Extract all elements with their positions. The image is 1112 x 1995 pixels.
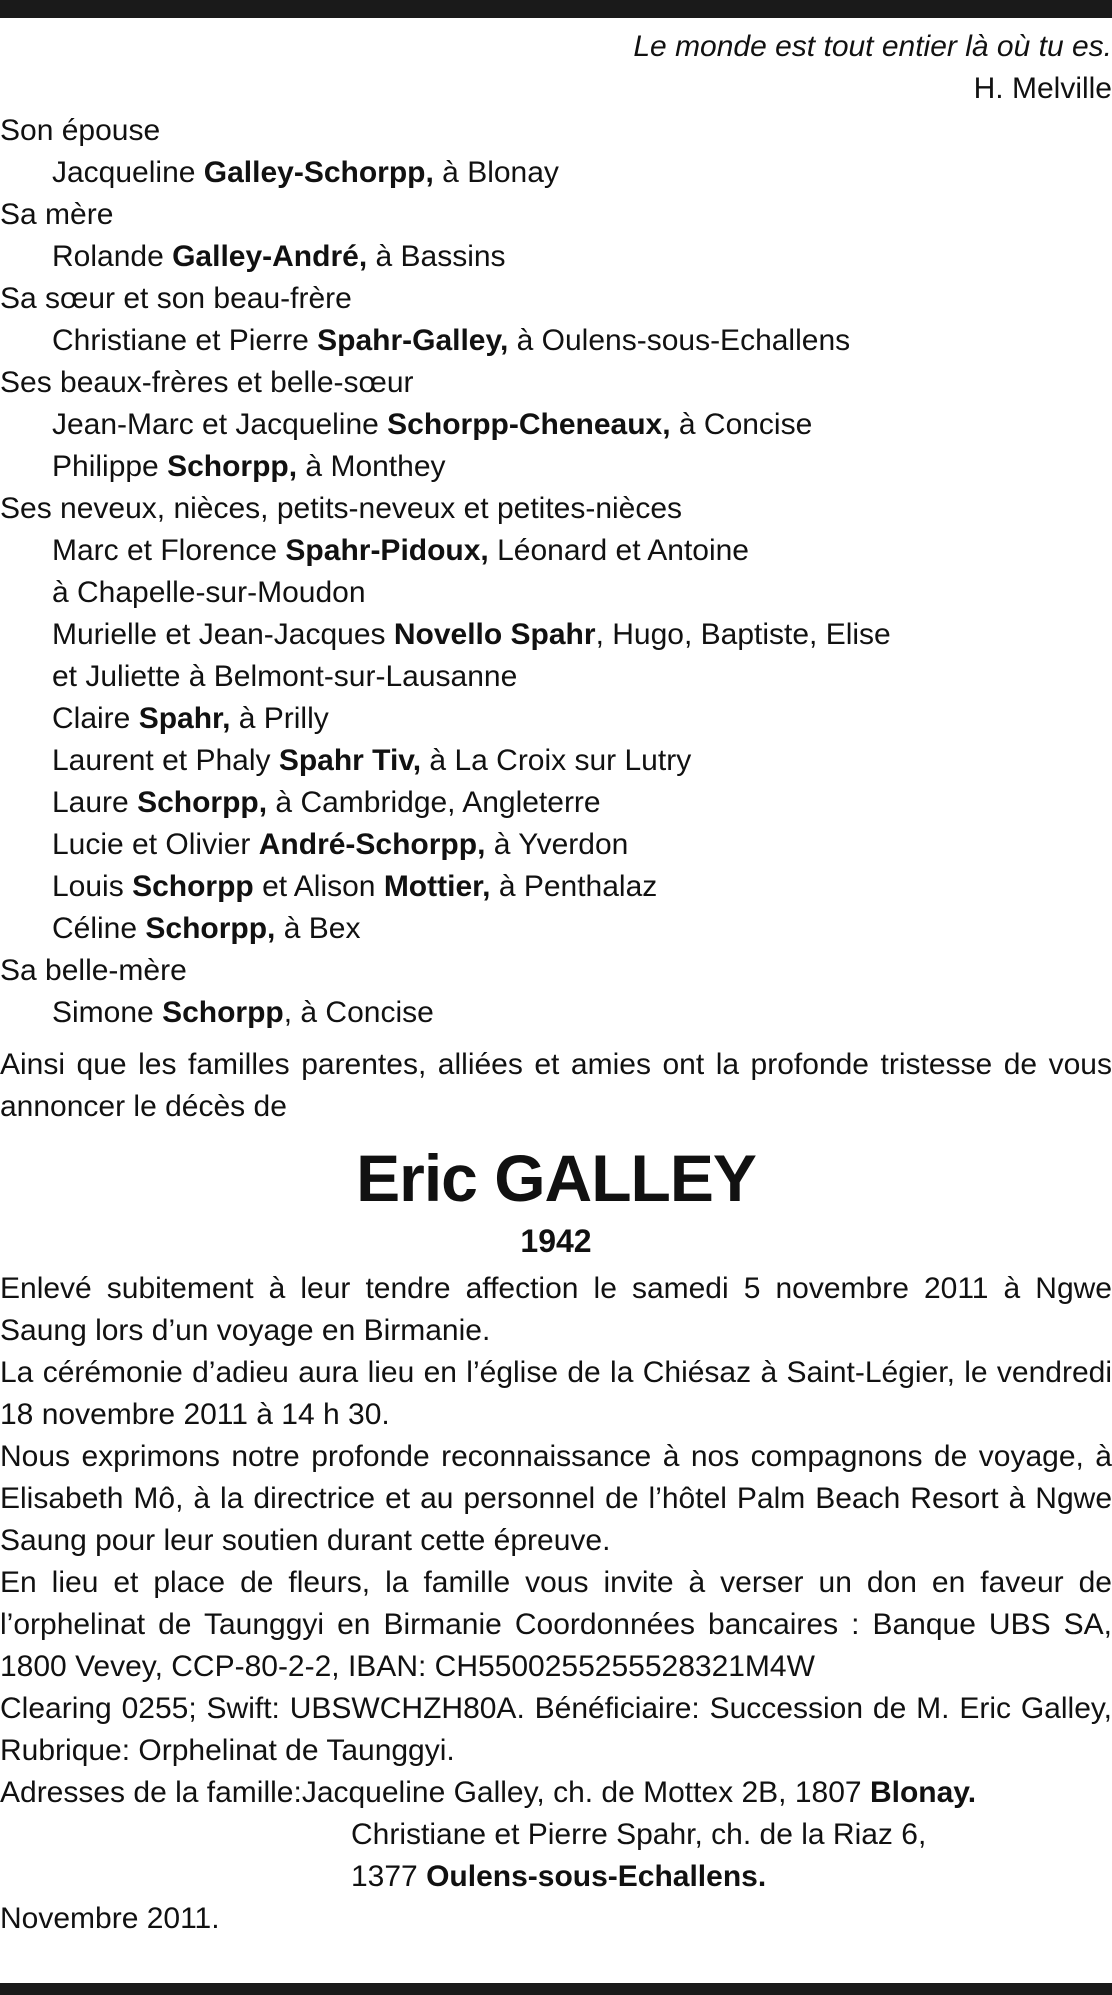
- heading-mother: Sa mère: [0, 198, 114, 231]
- heading-inlaws: Ses beaux-frères et belle-sœur: [0, 366, 414, 399]
- obituary-text: [0, 26, 1112, 1940]
- bottom-rule: [0, 1983, 1112, 1995]
- addresses-label: Adresses de la famille:: [0, 1776, 302, 1809]
- family-line: Laure Schorpp, à Cambridge, Angleterre: [52, 786, 601, 819]
- family-line: Murielle et Jean-Jacques Novello Spahr, Hugo, Baptiste, Elise: [52, 618, 891, 651]
- family-line: Lucie et Olivier André-Schorpp, à Yverdon: [52, 828, 629, 861]
- paragraph: La cérémonie d’adieu aura lieu en l’église de la Chiésaz à Saint-Légier, le vendredi 18 novembre 2011 à 14 h 30.: [0, 1356, 1112, 1431]
- paragraph: Enlevé subitement à leur tendre affection le samedi 5 novembre 2011 à Ngwe Saung lors d’un voyage en Birmanie.: [0, 1272, 1112, 1347]
- heading-wife: Son épouse: [0, 114, 161, 147]
- address-line: Christiane et Pierre Spahr, ch. de la Riaz 6,: [351, 1818, 927, 1851]
- heading-nephews: Ses neveux, nièces, petits-neveux et petites-nièces: [0, 492, 683, 525]
- family-line: Jean-Marc et Jacqueline Schorpp-Cheneaux, à Concise: [52, 408, 813, 441]
- family-line: Philippe Schorpp, à Monthey: [52, 450, 446, 483]
- family-line: Rolande Galley-André, à Bassins: [52, 240, 506, 273]
- address-line: Jacqueline Galley, ch. de Mottex 2B, 1807 Blonay.: [301, 1776, 977, 1809]
- family-line: et Juliette à Belmont-sur-Lausanne: [52, 660, 518, 693]
- heading-sister: Sa sœur et son beau-frère: [0, 282, 352, 315]
- announcement-text: Ainsi que les familles parentes, alliées et amies ont la profonde tristesse de vous annoncer le décès de: [0, 1048, 1112, 1123]
- quote-author: H. Melville: [973, 72, 1112, 105]
- family-line: Louis Schorpp et Alison Mottier, à Penthalaz: [52, 870, 658, 903]
- family-line: à Chapelle-sur-Moudon: [52, 576, 366, 609]
- family-line: Simone Schorpp, à Concise: [52, 996, 434, 1029]
- family-line: Claire Spahr, à Prilly: [52, 702, 329, 735]
- paragraph: Nous exprimons notre profonde reconnaissance à nos compagnons de voyage, à Elisabeth Mô, à la directrice et au personnel de l’hôtel Palm Beach Resort à Ngwe Saung pour leur soutien durant cette épreuve.: [0, 1440, 1112, 1557]
- family-line: Laurent et Phaly Spahr Tiv, à La Croix sur Lutry: [52, 744, 692, 777]
- top-rule: [0, 0, 1112, 18]
- heading-mother-in-law: Sa belle-mère: [0, 954, 187, 987]
- family-line: Jacqueline Galley-Schorpp, à Blonay: [52, 156, 559, 189]
- paragraph: En lieu et place de fleurs, la famille vous invite à verser un don en faveur de l’orphelinat de Taunggyi en Birmanie Coordonnées bancaires : Banque UBS SA, 1800 Vevey, CCP-80-2-2, IBAN: CH5500255255528321M4W: [0, 1566, 1112, 1683]
- quote-text: Le monde est tout entier là où tu es.: [633, 30, 1112, 63]
- closing-date: Novembre 2011.: [0, 1902, 220, 1935]
- paragraph: Clearing 0255; Swift: UBSWCHZH80A. Bénéficiaire: Succession de M. Eric Galley, Rubrique: Orphelinat de Taunggyi.: [0, 1692, 1112, 1767]
- family-addresses: [0, 1772, 1112, 1814]
- family-line: Christiane et Pierre Spahr-Galley, à Oulens-sous-Echallens: [52, 324, 851, 357]
- family-line: Marc et Florence Spahr-Pidoux, Léonard et Antoine: [52, 534, 749, 567]
- deceased-year: 1942: [520, 1223, 592, 1259]
- address-line: 1377 Oulens-sous-Echallens.: [351, 1860, 767, 1893]
- deceased-name: Eric GALLEY: [356, 1141, 756, 1215]
- family-line: Céline Schorpp, à Bex: [52, 912, 361, 945]
